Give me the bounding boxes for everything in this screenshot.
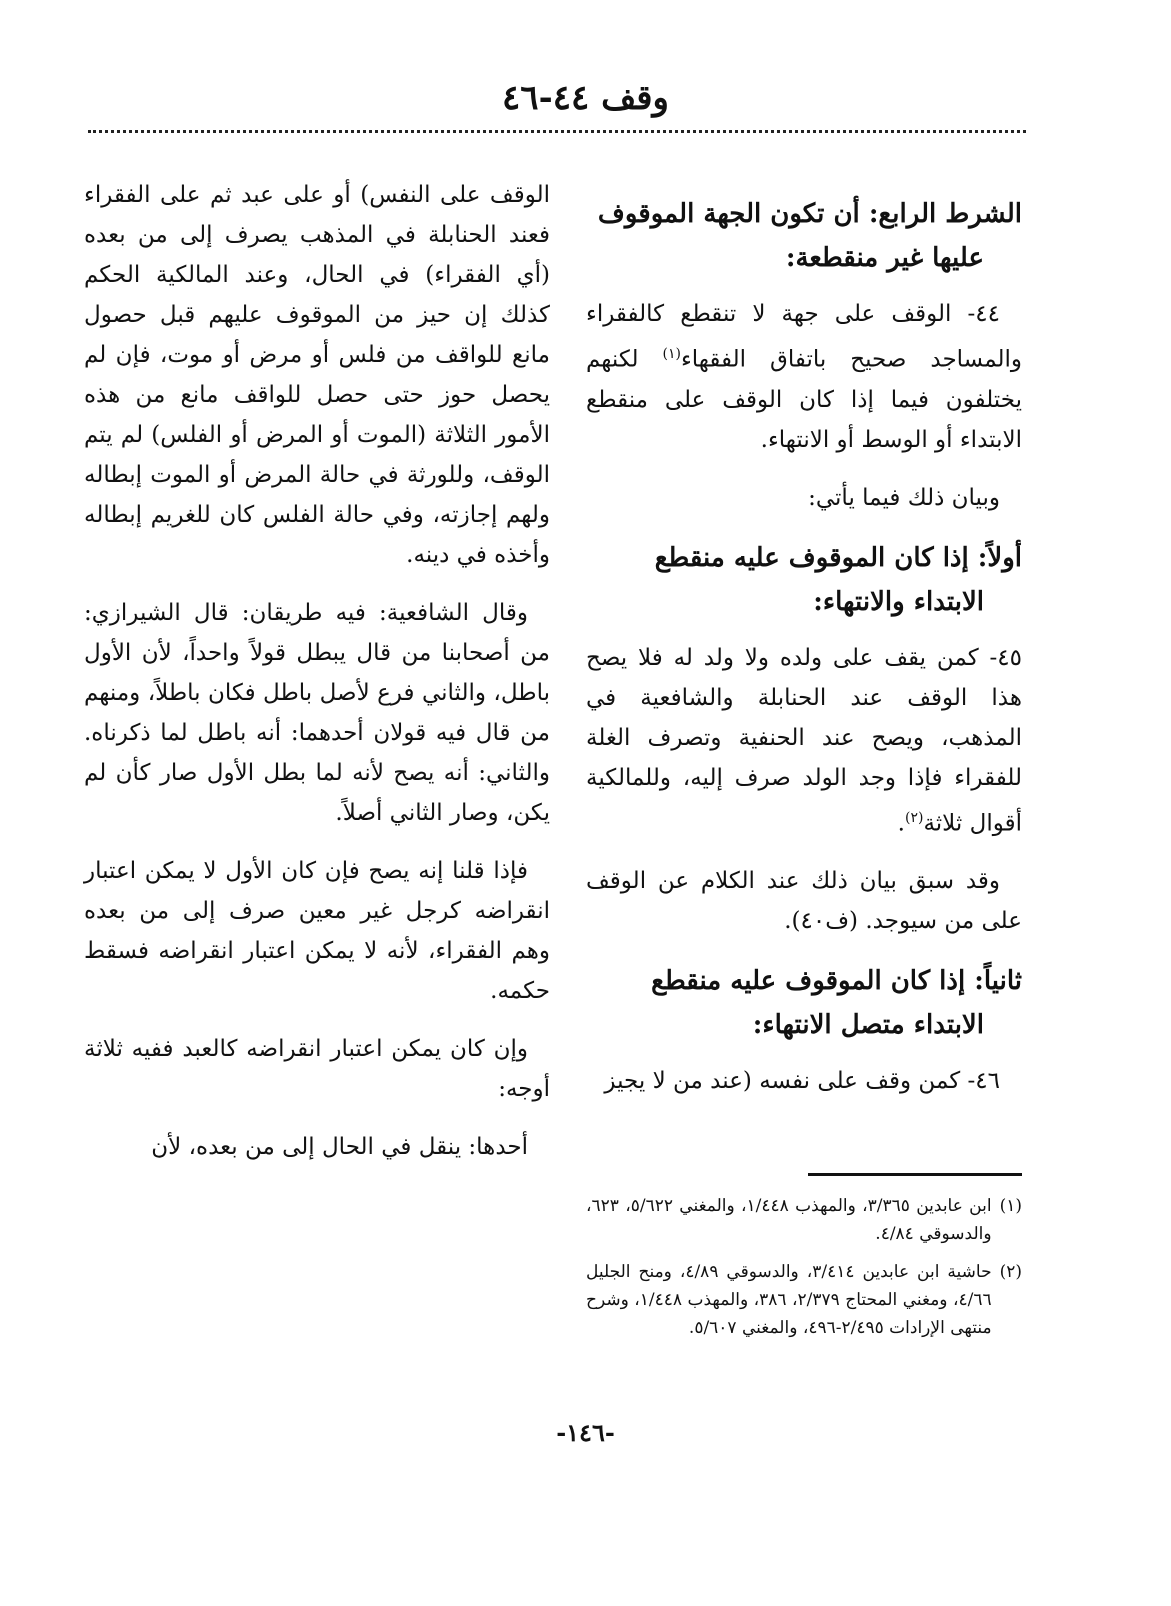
paragraph-first-view: أحدها: ينقل في الحال إلى من بعده، لأن (151, 1134, 528, 1160)
second-case-heading-line2: الابتداء متصل الانتهاء: (752, 1010, 984, 1041)
condition-heading-line2: عليها غير منقطعة: (785, 243, 984, 273)
footnote-ref-2: (٢) (904, 809, 924, 826)
paragraph-45-end: . (897, 810, 905, 837)
paragraph-44-rest: لكنهم يختلفون فيما إذا كان الوقف على منقطع الابتداء أو الوسط أو الانتهاء. (586, 346, 1022, 453)
footnote-text: حاشية ابن عابدين ٣/٤١٤، والدسوقي ٤/٨٩، ومنح الجليل ٤/٦٦، ومغني المحتاج ٢/٣٧٩، ٣٨٦، والمهذب ١/٤٤٨، وشرح منتهى الإرادات ٢/٤٩٥-٤٩٦، والمغني ٥/٦٠٧. (586, 1262, 992, 1338)
explanation-line: وبيان ذلك فيما يأتي: (808, 484, 1000, 511)
paragraph-three-views: وإن كان يمكن اعتبار انقراضه كالعبد ففيه ثلاثة أوجه: (84, 1036, 550, 1102)
footnote-text: ابن عابدين ٣/٣٦٥، والمهذب ١/٤٤٨، والمغني ٥/٦٢٢، ٦٢٣، والدسوقي ٤/٨٤. (586, 1196, 992, 1244)
paragraph-45 (586, 638, 1022, 844)
paragraph-shafii: وقال الشافعية: فيه طريقان: قال الشيرازي: من أصحابنا من قال يبطل قولاً واحداً، لأن الأول باطل، والثاني فرع لأصل باطل فكان باطلاً، ومنهم من قال فيه قولان أحدهما: أنه باطل لما ذكرناه. والثاني: أنه يصح لأنه لما بطل الأول صار كأن لم يكن، وصار الثاني أصلاً. (84, 600, 550, 826)
paragraph-validity: فإذا قلنا إنه يصح فإن كان الأول لا يمكن اعتبار انقراضه كرجل غير معين صرف إلى من بعده وهم الفقراء، لأنه لا يمكن اعتبار انقراضه فسقط حكمه. (84, 858, 550, 1004)
paragraph-continuation: الوقف على النفس) أو على عبد ثم على الفقراء فعند الحنابلة في المذهب يصرف إلى من بعده (أي الفقراء) في الحال، وعند المالكية الحكم كذلك إن حيز من الموقوف عليهم قبل حصول مانع للواقف من فلس أو مرض أو موت، فإن لم يحصل حوز حتى حصل للواقف مانع من هذه الأمور الثلاثة (الموت أو المرض أو الفلس) لم يتم الوقف، وللورثة في حالة المرض أو الموت إبطاله ولهم إجازته، وفي حالة الفلس كان للغريم إبطاله وأخذه في دينه. (84, 182, 550, 568)
paragraph-44-text: ٤٤- الوقف على جهة لا تنقطع كالفقراء والمساجد صحيح باتفاق الفقهاء (586, 301, 1022, 373)
footnote-number: (٢) (999, 1262, 1022, 1282)
page-number: -١٤٦- (556, 1418, 615, 1447)
footnote-2 (586, 1258, 1022, 1342)
paragraph-44 (586, 294, 1022, 460)
footnote-1 (586, 1192, 1022, 1248)
second-case-heading-line1: ثانياً: إذا كان الموقوف عليه منقطع (651, 966, 1022, 997)
paragraph-46: ٤٦- كمن وقف على نفسه (عند من لا يجيز (604, 1068, 1000, 1095)
footnote-number: (١) (999, 1196, 1022, 1216)
left-column (84, 175, 550, 1185)
first-case-heading (586, 536, 1022, 624)
running-header: وقف ٤٤-٤٦ (502, 78, 669, 118)
right-column (586, 192, 1022, 1119)
footnotes (586, 1192, 1022, 1352)
paragraph-45-text: ٤٥- كمن يقف على ولده ولا ولد له فلا يصح هذا الوقف عند الحنابلة والشافعية في المذهب، ويصح عند الحنفية وتصرف الغلة للفقراء فإذا وجد الولد صرف إليه، وللمالكية أقوال ثلاثة (586, 644, 1022, 837)
first-case-heading-line1: أولاً: إذا كان الموقوف عليه منقطع (654, 542, 1022, 573)
first-case-heading-line2: الابتداء والانتهاء: (813, 586, 984, 617)
condition-heading-line1: الشرط الرابع: أن تكون الجهة الموقوف (597, 199, 1022, 229)
footnote-separator (808, 1173, 1022, 1176)
prior-reference-paragraph: وقد سبق بيان ذلك عند الكلام عن الوقف على من سيوجد. (ف٤٠). (586, 868, 1022, 935)
header-dotted-rule (88, 130, 1026, 133)
condition-heading (586, 192, 1022, 280)
footnote-ref-1: (١) (662, 346, 681, 362)
second-case-heading (586, 959, 1022, 1047)
